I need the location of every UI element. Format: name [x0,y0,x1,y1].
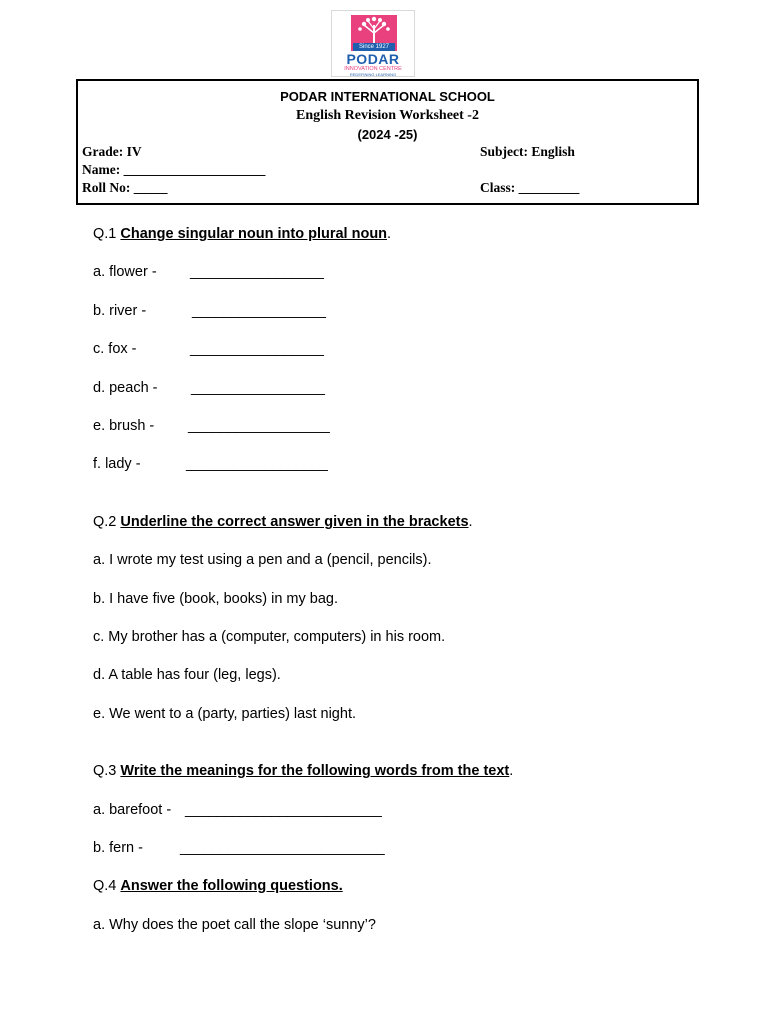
name-field[interactable]: Name: _____________________ [82,162,266,177]
q1-item-e: e. brush - [93,418,155,434]
question-1-heading [93,226,391,242]
q2-item-c[interactable]: c. My brother has a (computer, computers) in his room. [93,629,446,645]
question-2-title: Underline the correct answer given in the brackets [120,514,469,530]
q1-answer-blank-f[interactable]: __________________ [186,456,328,472]
q3-item-a: a. barefoot - [93,802,172,818]
logo-subtitle: INNOVATION CENTRE [344,66,402,72]
academic-year: (2024 -25) [357,127,418,142]
q1-answer-blank-b[interactable]: _________________ [192,303,326,319]
q3-answer-blank-b[interactable]: __________________________ [180,840,385,856]
question-3-title: Write the meanings for the following words from the text [120,763,510,779]
logo-tagline: REDEFINING LEARNING [349,72,397,77]
question-1-number: Q.1 [93,226,121,242]
question-1-title: Change singular noun into plural noun [120,226,388,242]
question-4-heading [93,878,343,894]
q2-item-d[interactable]: d. A table has four (leg, legs). [93,667,281,683]
question-1-period: . [387,226,392,242]
q3-answer-blank-a[interactable]: _________________________ [185,802,382,818]
q1-answer-blank-a[interactable]: _________________ [190,264,324,280]
worksheet-title: English Revision Worksheet -2 [296,108,479,123]
school-logo [331,10,415,77]
question-2-heading [93,514,473,530]
grade-field: Grade: IV [82,144,142,159]
school-name: PODAR INTERNATIONAL SCHOOL [280,89,495,104]
q1-item-c: c. fox - [93,341,137,357]
worksheet-header [76,79,699,205]
question-2-number: Q.2 [93,514,121,530]
subject-field: Subject: English [480,144,575,159]
question-4-number: Q.4 [93,878,121,894]
q1-item-a: a. flower - [93,264,157,280]
q1-answer-blank-e[interactable]: __________________ [188,418,330,434]
logo-since: Since 1927 [353,43,395,51]
question-3-heading [93,763,513,779]
q3-item-b: b. fern - [93,840,143,856]
q4-item-a: a. Why does the poet call the slope ‘sunny’? [93,917,376,933]
q1-item-b: b. river - [93,303,147,319]
q1-answer-blank-c[interactable]: _________________ [190,341,324,357]
question-3-number: Q.3 [93,763,121,779]
q2-item-e[interactable]: e. We went to a (party, parties) last night. [93,706,356,722]
roll-no-field[interactable]: Roll No: _____ [82,180,168,195]
question-3-period: . [509,763,514,779]
class-field[interactable]: Class: _________ [480,180,580,195]
question-2-period: . [468,514,473,530]
q2-item-a[interactable]: a. I wrote my test using a pen and a (pencil, pencils). [93,552,432,568]
q1-answer-blank-d[interactable]: _________________ [191,380,325,396]
logo-brand-name: PODAR [346,51,400,67]
q1-item-f: f. lady - [93,456,141,472]
q1-item-d: d. peach - [93,380,158,396]
q2-item-b[interactable]: b. I have five (book, books) in my bag. [93,591,339,607]
question-4-title: Answer the following questions. [120,878,343,894]
